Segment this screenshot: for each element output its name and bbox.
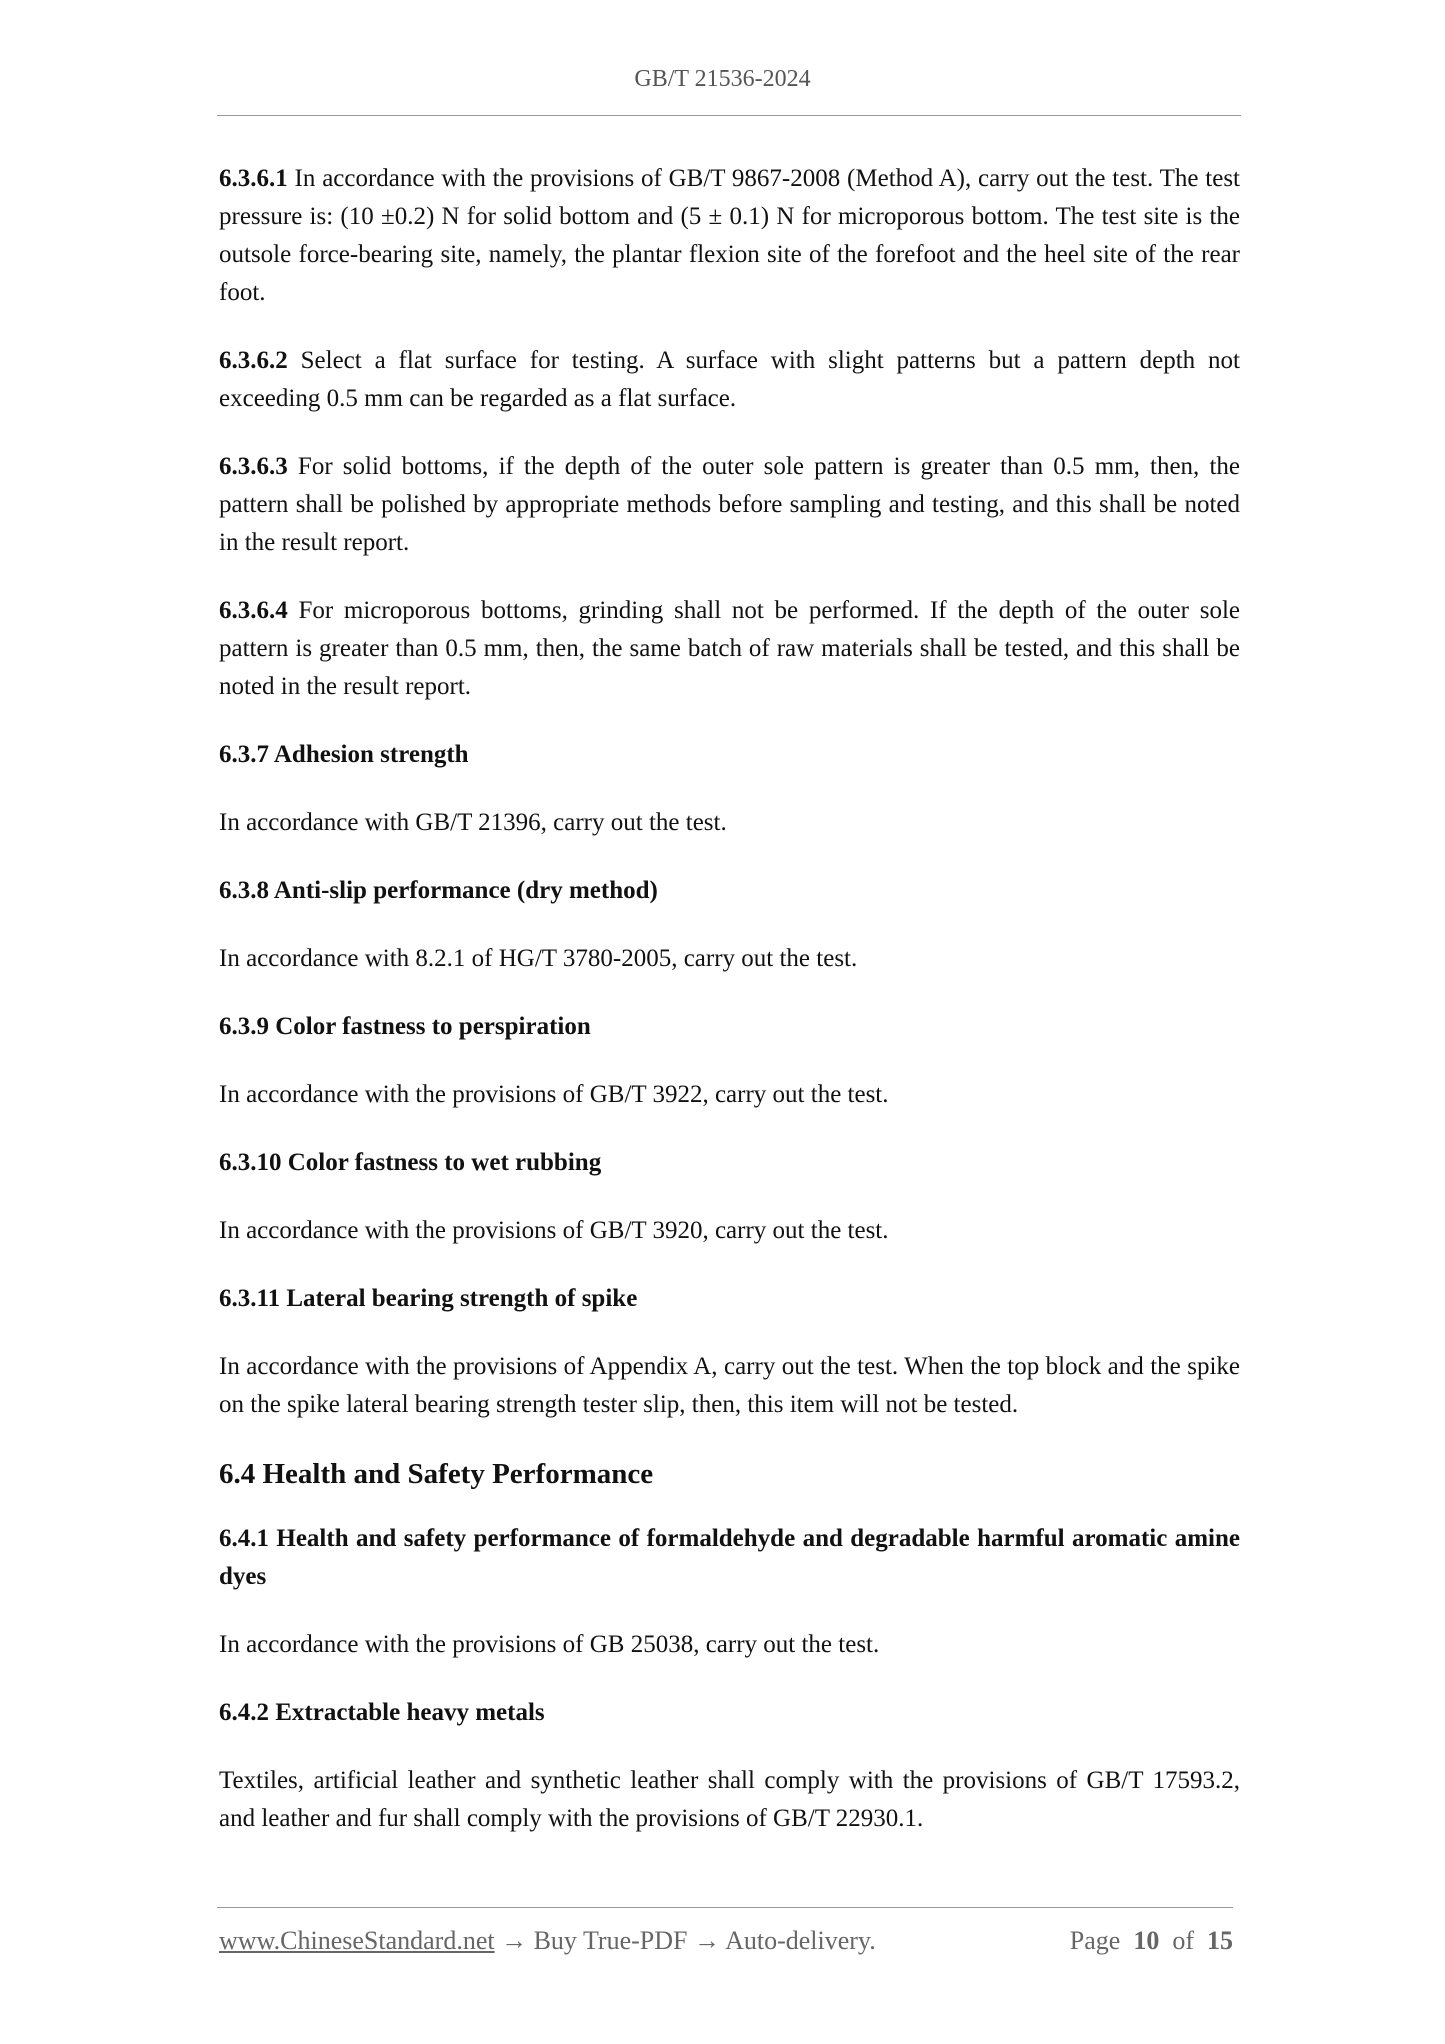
- page-label: Page: [1069, 1926, 1121, 1955]
- website-link[interactable]: www.ChineseStandard.net: [219, 1926, 495, 1955]
- body-text: In accordance with the provisions of Appendix A, carry out the test. When the top block and the spike on the spike lateral bearing strength tester slip, then, this item will not be tested.: [219, 1353, 1240, 1418]
- delivery-text: Auto-delivery.: [720, 1926, 876, 1955]
- clause-number: 6.3.6.4: [219, 597, 288, 624]
- page-total: 15: [1207, 1926, 1233, 1955]
- heading-6-3-9: 6.3.9 Color fastness to perspiration: [219, 1013, 591, 1040]
- page-indicator: [1070, 1926, 1233, 1956]
- arrow-right-icon: →: [694, 1926, 720, 1955]
- buy-text: Buy True-PDF: [527, 1926, 694, 1955]
- section-heading-6-4: 6.4 Health and Safety Performance: [219, 1458, 654, 1490]
- clause-text: For microporous bottoms, grinding shall not be performed. If the depth of the outer sole pattern is greater than 0.5 mm, then, the same batch of raw materials shall be tested, and this shall be noted in the result report.: [219, 597, 1240, 700]
- heading-6-4-2: 6.4.2 Extractable heavy metals: [219, 1699, 545, 1726]
- clause-text: In accordance with the provisions of GB/T 9867-2008 (Method A), carry out the test. The test pressure is: (10 ±0.2) N for solid bottom and (5 ± 0.1) N for microporous bottom. The test site is the outsole force-bearing site, namely, the plantar flexion site of the forefoot and the heel site of the rear foot.: [219, 165, 1240, 306]
- arrow-right-icon: →: [501, 1926, 528, 1955]
- heading-6-3-7: 6.3.7 Adhesion strength: [219, 741, 469, 768]
- clause-6-3-6-1: [219, 160, 1240, 312]
- clause-number: 6.3.6.1: [219, 165, 288, 192]
- heading-6-3-10: 6.3.10 Color fastness to wet rubbing: [219, 1149, 602, 1176]
- heading-6-3-11: 6.3.11 Lateral bearing strength of spike: [219, 1285, 638, 1312]
- document-body: [219, 160, 1240, 1868]
- clause-number: 6.3.6.2: [219, 347, 288, 374]
- clause-6-3-6-3: [219, 448, 1240, 562]
- body-text: In accordance with GB/T 21396, carry out the test.: [219, 809, 727, 836]
- header-divider: [217, 115, 1241, 116]
- body-text: In accordance with the provisions of GB/T 3922, carry out the test.: [219, 1081, 889, 1108]
- heading-6-4-1: 6.4.1 Health and safety performance of formaldehyde and degradable harmful aromatic amine dyes: [219, 1525, 1240, 1590]
- body-text: In accordance with 8.2.1 of HG/T 3780-2005, carry out the test.: [219, 945, 858, 972]
- footer-divider: [217, 1907, 1233, 1908]
- clause-text: For solid bottoms, if the depth of the outer sole pattern is greater than 0.5 mm, then, the pattern shall be polished by appropriate methods before sampling and testing, and this shall be noted in the result report.: [219, 453, 1240, 556]
- clause-number: 6.3.6.3: [219, 453, 288, 480]
- footer-left: [219, 1926, 876, 1956]
- page-header: GB/T 21536-2024: [634, 66, 811, 92]
- clause-text: Select a flat surface for testing. A surface with slight patterns but a pattern depth not exceeding 0.5 mm can be regarded as a flat surface.: [219, 347, 1240, 412]
- body-text: In accordance with the provisions of GB/T 3920, carry out the test.: [219, 1217, 889, 1244]
- page-number: 10: [1133, 1926, 1160, 1955]
- heading-6-3-8: 6.3.8 Anti-slip performance (dry method): [219, 877, 658, 904]
- body-text: In accordance with the provisions of GB 25038, carry out the test.: [219, 1631, 880, 1658]
- clause-6-3-6-2: [219, 342, 1240, 418]
- body-text: Textiles, artificial leather and synthetic leather shall comply with the provisions of GB/T 17593.2, and leather and fur shall comply with the provisions of GB/T 22930.1.: [219, 1767, 1240, 1832]
- page-footer: [219, 1926, 1233, 1956]
- of-label: of: [1172, 1926, 1194, 1955]
- clause-6-3-6-4: [219, 592, 1240, 706]
